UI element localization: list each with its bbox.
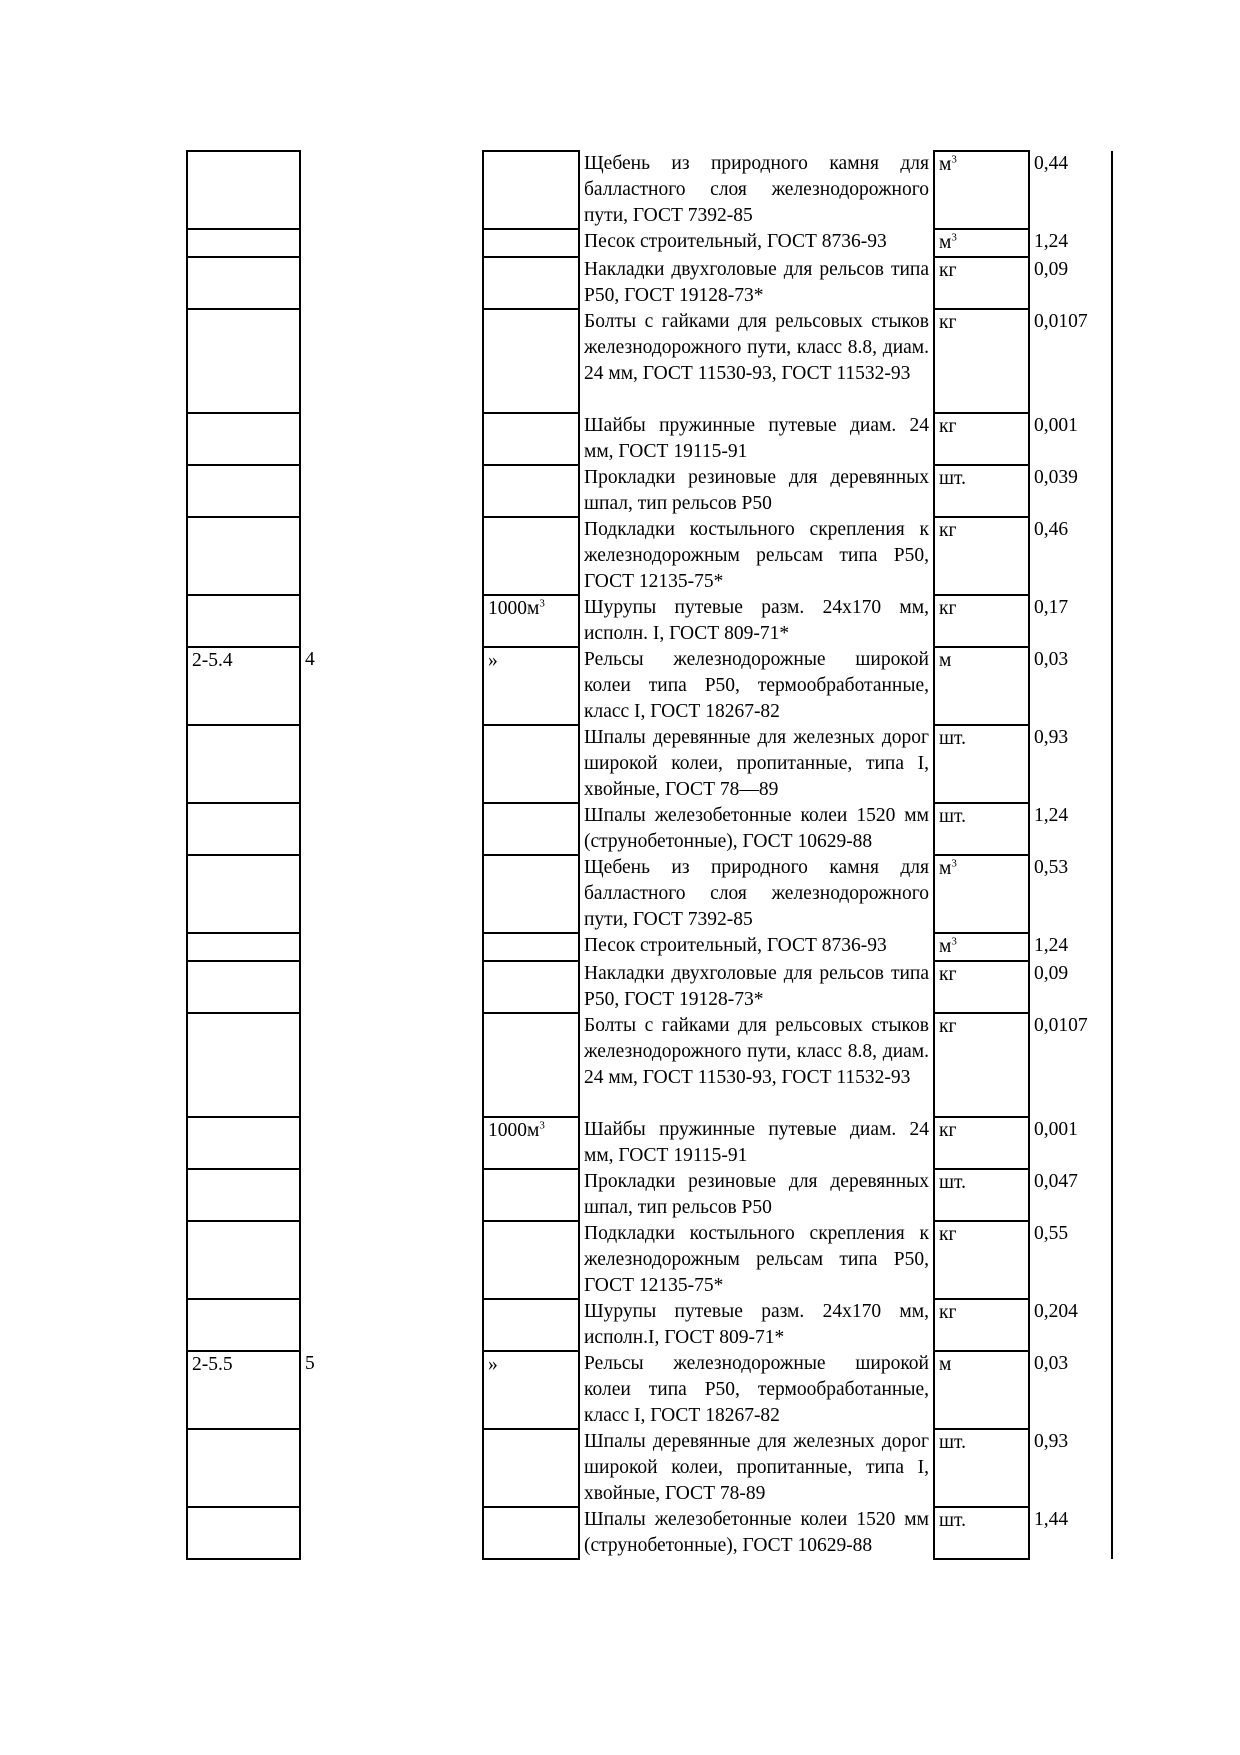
unit-text: м: [939, 936, 952, 957]
cell-unit: [934, 1299, 1029, 1351]
cell-description: Подкладки костыльного скрепления к железнодорожным рельсам типа Р50, ГОСТ 12135-75*: [579, 1221, 934, 1299]
cell-measure-unit: [483, 1507, 579, 1559]
cell-measure-unit: [483, 1117, 579, 1169]
unit-text: шт.: [939, 1172, 966, 1193]
cell-code: [187, 595, 300, 647]
cell-description: Рельсы железнодорожные широкой колеи типа Р50, термообработанные, класс I, ГОСТ 18267-82: [579, 647, 934, 725]
cell-measure-unit: [483, 1299, 579, 1351]
cell-quantity: 0,55: [1029, 1221, 1112, 1299]
unit-superscript: 3: [951, 231, 957, 244]
unit-superscript: 3: [951, 935, 957, 948]
table-row: [187, 1351, 1112, 1429]
unit-text: шт.: [939, 1432, 966, 1453]
cell-unit: [934, 1117, 1029, 1169]
unit-text: шт.: [939, 806, 966, 827]
cell-measure-unit: [483, 257, 579, 309]
cell-unit: [934, 413, 1029, 465]
cell-number: [300, 961, 483, 1013]
unit-text: кг: [939, 1302, 957, 1323]
cell-unit: [934, 1351, 1029, 1429]
table-row: [187, 961, 1112, 1013]
cell-unit: [934, 309, 1029, 413]
table-row: [187, 855, 1112, 933]
cell-quantity: 0,09: [1029, 257, 1112, 309]
cell-unit: [934, 961, 1029, 1013]
cell-description: Щебень из природного камня для балластного слоя железнодорожного пути, ГОСТ 7392-85: [579, 151, 934, 229]
cell-code: [187, 933, 300, 961]
cell-unit: [934, 1013, 1029, 1117]
cell-measure-unit: [483, 1013, 579, 1117]
cell-code: [187, 803, 300, 855]
cell-quantity: 0,09: [1029, 961, 1112, 1013]
cell-code: [187, 413, 300, 465]
cell-number: [300, 1507, 483, 1559]
table-row: [187, 151, 1112, 229]
cell-quantity: 0,0107: [1029, 1013, 1112, 1117]
unit-text: кг: [939, 1016, 957, 1037]
cell-number: [300, 413, 483, 465]
cell-quantity: 0,17: [1029, 595, 1112, 647]
cell-measure-unit: [483, 151, 579, 229]
cell-description: Прокладки резиновые для деревянных шпал, тип рельсов Р50: [579, 465, 934, 517]
table-row: [187, 257, 1112, 309]
measure-unit-text: 1000м: [488, 1120, 540, 1141]
cell-description: Шпалы деревянные для железных дорог широкой колеи, пропитанные, типа I, хвойные, ГОСТ 78-89: [579, 1429, 934, 1507]
table-row: [187, 725, 1112, 803]
cell-number: [300, 1117, 483, 1169]
cell-code: [187, 257, 300, 309]
cell-measure-unit: [483, 855, 579, 933]
table-row: [187, 1507, 1112, 1559]
cell-code: [187, 1429, 300, 1507]
unit-superscript: 3: [951, 153, 957, 166]
cell-quantity: 0,53: [1029, 855, 1112, 933]
table-row: [187, 1221, 1112, 1299]
cell-quantity: 0,93: [1029, 725, 1112, 803]
cell-unit: [934, 1169, 1029, 1221]
unit-text: кг: [939, 416, 957, 437]
cell-number: 4: [300, 647, 483, 725]
cell-unit: [934, 465, 1029, 517]
table-row: [187, 1299, 1112, 1351]
table-row: [187, 1117, 1112, 1169]
cell-description: Рельсы железнодорожные широкой колеи типа Р50, термообработанные, класс I, ГОСТ 18267-82: [579, 1351, 934, 1429]
measure-unit-superscript: 3: [539, 1119, 545, 1132]
cell-quantity: 0,047: [1029, 1169, 1112, 1221]
cell-quantity: 1,44: [1029, 1507, 1112, 1559]
table-row: [187, 517, 1112, 595]
cell-number: [300, 1169, 483, 1221]
cell-unit: [934, 595, 1029, 647]
measure-unit-text: »: [488, 650, 498, 671]
cell-code: [187, 1117, 300, 1169]
unit-text: кг: [939, 312, 957, 333]
cell-number: [300, 465, 483, 517]
cell-unit: [934, 855, 1029, 933]
cell-description: Накладки двухголовые для рельсов типа Р50, ГОСТ 19128-73*: [579, 257, 934, 309]
cell-code: [187, 855, 300, 933]
cell-code: [187, 1013, 300, 1117]
unit-text: шт.: [939, 728, 966, 749]
cell-description: Песок строительный, ГОСТ 8736-93: [579, 229, 934, 257]
cell-measure-unit: [483, 1169, 579, 1221]
cell-unit: [934, 229, 1029, 257]
table-row: [187, 309, 1112, 413]
cell-measure-unit: [483, 1429, 579, 1507]
cell-description: Шайбы пружинные путевые диам. 24 мм, ГОСТ 19115-91: [579, 1117, 934, 1169]
cell-description: Шайбы пружинные путевые диам. 24 мм, ГОСТ 19115-91: [579, 413, 934, 465]
cell-unit: [934, 1221, 1029, 1299]
unit-text: м: [939, 232, 952, 253]
cell-measure-unit: [483, 961, 579, 1013]
cell-measure-unit: [483, 229, 579, 257]
cell-unit: [934, 933, 1029, 961]
table-row: [187, 647, 1112, 725]
unit-text: шт.: [939, 1510, 966, 1531]
table-row: [187, 1429, 1112, 1507]
cell-description: Шурупы путевые разм. 24х170 мм, исполн.I, ГОСТ 809-71*: [579, 1299, 934, 1351]
cell-quantity: 0,03: [1029, 647, 1112, 725]
cell-measure-unit: [483, 725, 579, 803]
unit-text: м: [939, 858, 952, 879]
unit-text: шт.: [939, 468, 966, 489]
unit-superscript: 3: [951, 857, 957, 870]
materials-table: [186, 150, 1113, 1560]
cell-quantity: 1,24: [1029, 229, 1112, 257]
unit-text: м: [939, 154, 952, 175]
cell-number: [300, 517, 483, 595]
cell-description: Песок строительный, ГОСТ 8736-93: [579, 933, 934, 961]
cell-quantity: 0,93: [1029, 1429, 1112, 1507]
cell-code: [187, 961, 300, 1013]
cell-unit: [934, 803, 1029, 855]
unit-text: кг: [939, 260, 957, 281]
cell-measure-unit: [483, 595, 579, 647]
cell-number: [300, 803, 483, 855]
cell-description: Подкладки костыльного скрепления к железнодорожным рельсам типа Р50, ГОСТ 12135-75*: [579, 517, 934, 595]
cell-quantity: 0,0107: [1029, 309, 1112, 413]
cell-description: Болты с гайками для рельсовых стыков железнодорожного пути, класс 8.8, диам. 24 мм, ГОСТ 11530-93, ГОСТ 11532-93: [579, 309, 934, 413]
cell-quantity: 0,001: [1029, 413, 1112, 465]
cell-measure-unit: [483, 465, 579, 517]
cell-number: [300, 1221, 483, 1299]
unit-text: м: [939, 650, 952, 671]
table-row: [187, 803, 1112, 855]
cell-description: Болты с гайками для рельсовых стыков железнодорожного пути, класс 8.8, диам. 24 мм, ГОСТ 11530-93, ГОСТ 11532-93: [579, 1013, 934, 1117]
cell-measure-unit: [483, 647, 579, 725]
unit-text: кг: [939, 1120, 957, 1141]
cell-number: [300, 595, 483, 647]
cell-quantity: 1,24: [1029, 803, 1112, 855]
cell-measure-unit: [483, 1351, 579, 1429]
cell-number: [300, 257, 483, 309]
cell-measure-unit: [483, 309, 579, 413]
cell-code: 2-5.4: [187, 647, 300, 725]
cell-unit: [934, 647, 1029, 725]
cell-code: [187, 725, 300, 803]
measure-unit-text: 1000м: [488, 598, 540, 619]
cell-code: [187, 517, 300, 595]
cell-unit: [934, 151, 1029, 229]
cell-measure-unit: [483, 803, 579, 855]
cell-number: [300, 309, 483, 413]
cell-quantity: 0,46: [1029, 517, 1112, 595]
cell-code: 2-5.5: [187, 1351, 300, 1429]
cell-description: Прокладки резиновые для деревянных шпал, тип рельсов Р50: [579, 1169, 934, 1221]
cell-code: [187, 465, 300, 517]
cell-number: [300, 725, 483, 803]
unit-text: м: [939, 1354, 952, 1375]
cell-code: [187, 1507, 300, 1559]
cell-number: [300, 933, 483, 961]
unit-text: кг: [939, 598, 957, 619]
cell-measure-unit: [483, 517, 579, 595]
cell-number: [300, 229, 483, 257]
cell-description: Шурупы путевые разм. 24х170 мм, исполн. I, ГОСТ 809-71*: [579, 595, 934, 647]
cell-description: Накладки двухголовые для рельсов типа Р50, ГОСТ 19128-73*: [579, 961, 934, 1013]
materials-table-body: [187, 151, 1112, 1559]
cell-quantity: 0,44: [1029, 151, 1112, 229]
cell-number: [300, 151, 483, 229]
table-row: [187, 465, 1112, 517]
cell-description: Шпалы деревянные для железных дорог широкой колеи, пропитанные, типа I, хвойные, ГОСТ 78—89: [579, 725, 934, 803]
table-row: [187, 229, 1112, 257]
cell-number: [300, 1429, 483, 1507]
cell-description: Шпалы железобетонные колеи 1520 мм (струнобетонные), ГОСТ 10629-88: [579, 1507, 934, 1559]
cell-unit: [934, 1429, 1029, 1507]
cell-description: Шпалы железобетонные колеи 1520 мм (струнобетонные), ГОСТ 10629-88: [579, 803, 934, 855]
cell-quantity: 0,03: [1029, 1351, 1112, 1429]
measure-unit-superscript: 3: [539, 597, 545, 610]
cell-code: [187, 151, 300, 229]
cell-code: [187, 1221, 300, 1299]
cell-unit: [934, 725, 1029, 803]
table-row: [187, 1169, 1112, 1221]
table-row: [187, 413, 1112, 465]
cell-number: [300, 855, 483, 933]
unit-text: кг: [939, 1224, 957, 1245]
cell-quantity: 0,204: [1029, 1299, 1112, 1351]
cell-number: [300, 1013, 483, 1117]
unit-text: кг: [939, 520, 957, 541]
table-row: [187, 595, 1112, 647]
cell-code: [187, 1299, 300, 1351]
cell-measure-unit: [483, 1221, 579, 1299]
cell-unit: [934, 1507, 1029, 1559]
cell-quantity: 0,001: [1029, 1117, 1112, 1169]
cell-code: [187, 1169, 300, 1221]
cell-description: Щебень из природного камня для балластного слоя железнодорожного пути, ГОСТ 7392-85: [579, 855, 934, 933]
cell-measure-unit: [483, 933, 579, 961]
cell-unit: [934, 257, 1029, 309]
unit-text: кг: [939, 964, 957, 985]
cell-code: [187, 229, 300, 257]
cell-code: [187, 309, 300, 413]
cell-number: 5: [300, 1351, 483, 1429]
cell-unit: [934, 517, 1029, 595]
cell-quantity: 0,039: [1029, 465, 1112, 517]
cell-quantity: 1,24: [1029, 933, 1112, 961]
table-row: [187, 1013, 1112, 1117]
cell-measure-unit: [483, 413, 579, 465]
measure-unit-text: »: [488, 1354, 498, 1375]
cell-number: [300, 1299, 483, 1351]
table-row: [187, 933, 1112, 961]
